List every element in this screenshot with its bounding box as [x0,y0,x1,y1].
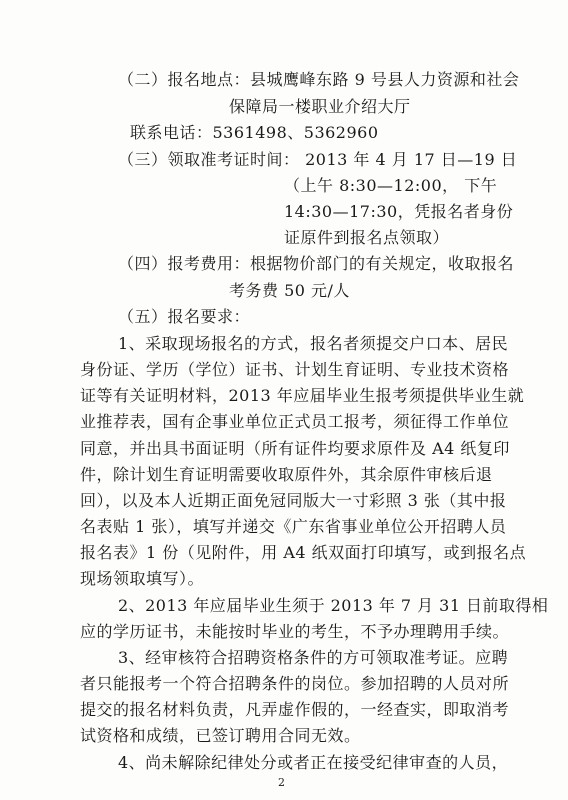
requirement-1-line: 报名表》1 份（见附件，用 A4 纸双面打印填写，或到报名点 [80,543,527,562]
requirement-1-line: 身份证、学历（学位）证书、计划生育证明、专业技术资格 [80,360,510,379]
requirement-1-line: 1、采取现场报名的方式，报名者须提交户口本、居民 [118,334,509,353]
contact-phone: 联系电话：5361498、5362960 [130,123,379,142]
requirement-1-line: 回），以及本人近期正面免冠同版大一寸彩照 3 张（其中报 [80,491,507,510]
ticket-time-line-2: （上午 8:30—12:00， 下午 [284,176,498,195]
requirement-2-line: 2、2013 年应届毕业生须于 2013 年 7 月 31 日前取得相 [118,596,549,615]
requirement-3-line: 试资格和成绩，已签订聘用合同无效。 [80,726,361,745]
fee-line-1: （四）报考费用：根据物价部门的有关规定，收取报名 [118,254,515,273]
requirement-1-line: 业推荐表，国有企事业单位正式员工报考，须征得工作单位 [80,412,510,431]
fee-line-2: 考务费 50 元/人 [229,281,350,300]
location-line-2: 保障局一楼职业介绍大厅 [229,97,411,116]
requirement-1-line: 同意，并出具书面证明（所有证件均要求原件及 A4 纸复印 [80,439,510,458]
requirement-3-line: 提交的报名材料负责，凡弄虚作假的，一经查实，即取消考 [80,700,510,719]
requirement-1-line: 证等有关证明材料，2013 年应届毕业生报考须提供毕业生就 [80,386,525,405]
location-line-1: （二）报名地点：县城鹰峰东路 9 号县人力资源和社会 [118,70,520,89]
requirement-3-line: 者只能报考一个符合招聘条件的岗位。参加招聘的人员对所 [80,674,510,693]
requirement-4-line: 4、尚未解除纪律处分或者正在接受纪律审查的人员， [118,753,509,772]
requirement-1-line: 名表贴 1 张），填写并递交《广东省事业单位公开招聘人员 [80,517,507,536]
ticket-time-line-1: （三）领取准考证时间： 2013 年 4 月 17 日—19 日 [118,150,518,169]
requirement-2-line: 应的学历证书，未能按时毕业的考生，不予办理聘用手续。 [80,622,510,641]
requirements-heading: （五）报名要求： [118,307,251,326]
ticket-time-line-3: 14:30—17:30，凭报名者身份 [284,202,514,221]
page-number: 2 [278,776,285,789]
requirement-1-line: 件，除计划生育证明需要收取原件外，其余原件审核后退 [80,465,493,484]
requirement-3-line: 3、经审核符合招聘资格条件的方可领取准考证。应聘 [118,648,509,667]
ticket-time-line-4: 证原件到报名点领取） [284,228,450,247]
requirement-1-line: 现场领取填写）。 [80,569,205,588]
